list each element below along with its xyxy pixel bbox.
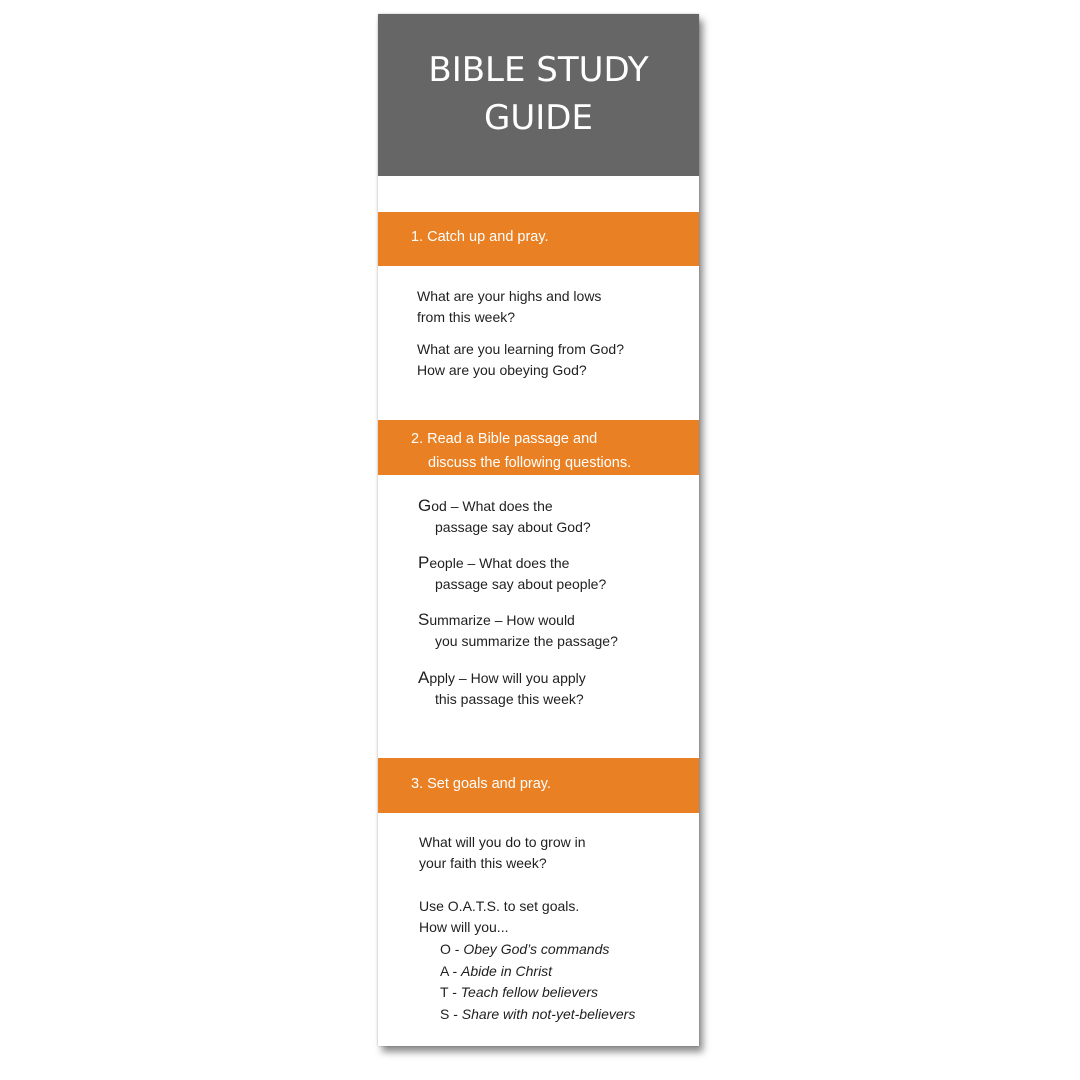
oats-item [440, 939, 635, 961]
oats-letter: O [440, 941, 451, 957]
oats-description: Abide in Christ [461, 962, 553, 979]
oats-item [440, 982, 635, 1004]
question-people [418, 552, 606, 595]
question-text: pply – How will you apply [429, 670, 586, 686]
section-3-text [419, 832, 586, 874]
oats-item [440, 1004, 635, 1026]
oats-separator: - [448, 962, 462, 979]
section-3-line: your faith this week? [419, 855, 547, 871]
oats-separator: - [450, 941, 464, 957]
question-text-line2: you summarize the passage? [435, 633, 618, 649]
question-text: od – What does the [431, 498, 553, 514]
question-text: ummarize – How would [429, 612, 575, 628]
section-1-heading-band [378, 212, 699, 266]
oats-description: Obey God’s commands [463, 941, 610, 957]
oats-item [440, 961, 635, 983]
question-text: eople – What does the [429, 555, 570, 571]
section-2-heading-line: discuss the following questions. [428, 455, 632, 471]
section-1-line: from this week? [417, 309, 516, 325]
oats-separator: - [448, 984, 461, 1000]
section-1-text [417, 286, 601, 328]
section-3-text [419, 896, 579, 938]
section-3-heading-band [378, 758, 699, 813]
bible-study-bookmark [378, 14, 699, 1046]
page-title: BIBLE STUDY GUIDE [428, 50, 649, 138]
section-3-line: How will you... [419, 919, 509, 935]
question-apply [418, 667, 586, 710]
section-2-heading-band [378, 420, 699, 475]
oats-list [440, 939, 635, 1025]
section-3-line: Use O.A.T.S. to set goals. [419, 898, 580, 914]
oats-description: Teach fellow believers [460, 984, 598, 1000]
oats-letter: A [440, 962, 449, 979]
section-2-heading-line: 2. Read a Bible passage and [411, 431, 598, 447]
oats-separator: - [449, 1005, 462, 1022]
question-letter: P [418, 553, 430, 572]
question-god [418, 495, 591, 538]
question-letter: G [418, 496, 432, 515]
section-3-line: What will you do to grow in [419, 834, 586, 850]
oats-description: Share with not-yet-believers [461, 1005, 636, 1022]
oats-letter: S [440, 1005, 450, 1022]
section-1-heading: 1. Catch up and pray. [411, 229, 549, 245]
oats-letter: T [440, 984, 449, 1000]
section-1-line: How are you obeying God? [417, 362, 587, 378]
section-1-line: What are you learning from God? [417, 341, 624, 357]
section-3-heading: 3. Set goals and pray. [411, 776, 551, 792]
question-letter: S [418, 610, 430, 629]
question-letter: A [418, 668, 430, 687]
question-text-line2: this passage this week? [435, 691, 584, 707]
section-1-text [417, 339, 624, 381]
question-text-line2: passage say about people? [435, 576, 607, 592]
question-text-line2: passage say about God? [435, 519, 591, 535]
question-summarize [418, 609, 618, 652]
section-1-line: What are your highs and lows [417, 288, 602, 304]
header-band [378, 14, 699, 176]
